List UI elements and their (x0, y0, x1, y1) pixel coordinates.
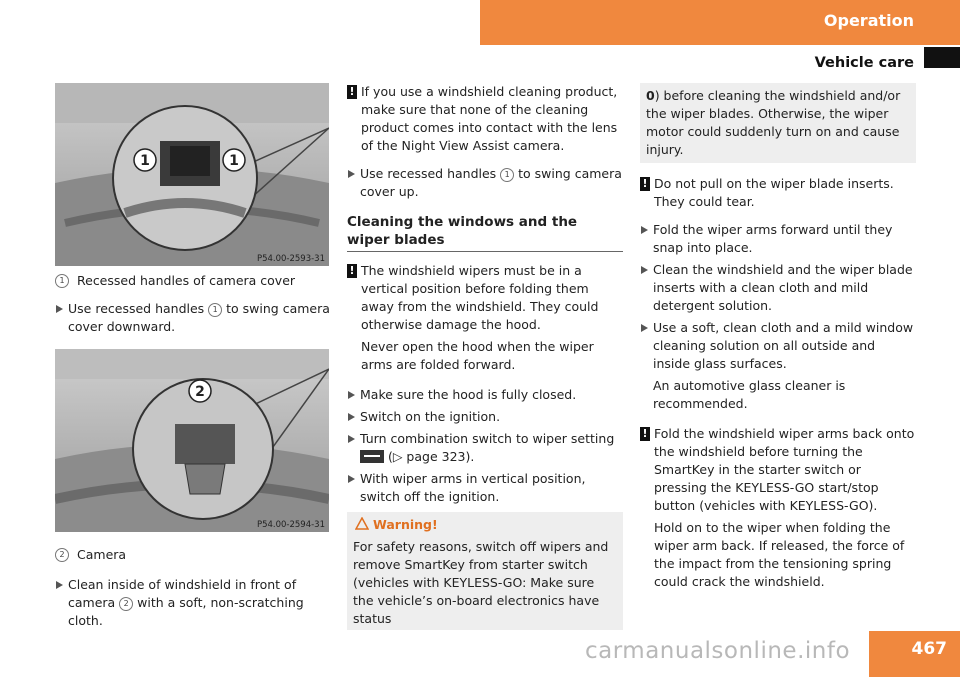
callout-number: 1 (500, 168, 514, 182)
step-clean-inside-windshield (55, 576, 331, 630)
step-hood-closed: Make sure the hood is fully closed. (347, 386, 623, 404)
header-tab-marker (924, 47, 960, 68)
header-section-title: Operation (823, 11, 914, 30)
column-right (640, 83, 916, 591)
watermark: carmanualsonline.info (585, 638, 851, 664)
legend-item-2 (55, 546, 331, 564)
figure2-code: P54.00-2594-31 (256, 520, 325, 530)
step-swing-cover-down (55, 300, 331, 336)
section-heading: Cleaning the windows and the wiper blades (347, 213, 623, 252)
warning-text: ) before cleaning the windshield and/or the wiper blades. Otherwise, the wiper motor could suddenly turn on and cause injury. (646, 88, 901, 157)
page-number: 467 (911, 639, 947, 659)
caution-icon: ! (347, 85, 357, 99)
warning-box (347, 512, 623, 630)
note-text: Hold on to the wiper when folding the wiper arm back. If released, the force of the impact from the tensioning spring could crack the windshield. (654, 520, 905, 589)
figure-camera-cover-illustration (55, 83, 329, 266)
step-ignition-on: Switch on the ignition. (347, 408, 623, 426)
column-left (55, 272, 331, 630)
column-middle (347, 83, 623, 630)
warning-text: For safety reasons, switch off wipers and remove SmartKey from starter switch (vehicles with KEYLESS-GO: Make sure the vehicle’s on-board electronics have status (353, 539, 609, 626)
note-text: Fold the windshield wiper arms back onto the windshield before turning the SmartKey in the starter switch or pressing the KEYLESS-GO start/stop button (vehicles with KEYLESS-GO). (654, 426, 915, 513)
note-cleaning-product (347, 83, 623, 155)
step-text: to swing camera cover downward. (68, 301, 330, 334)
figure1-code: P54.00-2593-31 (256, 254, 325, 264)
step-text: An automotive glass cleaner is recommended. (653, 378, 846, 411)
note-text: Do not pull on the wiper blade inserts. They could tear. (654, 176, 894, 209)
legend-item-1 (55, 272, 331, 290)
callout-number: 2 (119, 597, 133, 611)
legend-text: Camera (77, 547, 127, 562)
step-text: Use recessed handles (68, 301, 209, 316)
step-clean-windshield-blades: Clean the windshield and the wiper blade inserts with a clean cloth and mild detergent solution. (640, 261, 916, 315)
warning-text-continued (646, 87, 910, 159)
figure1-callout-left: 1 (140, 153, 150, 169)
step-combination-switch (347, 430, 623, 466)
warning-title (353, 516, 617, 534)
legend-text: Recessed handles of camera cover (77, 273, 296, 288)
caution-icon: ! (640, 427, 650, 441)
header-subsection-title: Vehicle care (814, 55, 914, 71)
status-value: 0 (646, 88, 655, 103)
note-text: Never open the hood when the wiper arms are folded forward. (361, 339, 594, 372)
step-text: with a soft, non-scratching cloth. (68, 595, 304, 628)
step-swing-cover-up (347, 165, 623, 201)
step-text: Use recessed handles (360, 166, 501, 181)
caution-icon: ! (640, 177, 650, 191)
step-text: Use a soft, clean cloth and a mild window cleaning solution on all outside and inside glass surfaces. (653, 320, 914, 371)
step-text: Turn combination switch to wiper setting (360, 431, 615, 446)
step-ignition-off: With wiper arms in vertical position, switch off the ignition. (347, 470, 623, 506)
warning-box-continued (640, 83, 916, 163)
note-wipers-vertical (347, 262, 623, 374)
callout-number: 1 (55, 274, 69, 288)
figure2-callout: 2 (195, 384, 205, 400)
callout-number: 2 (55, 548, 69, 562)
step-text: Clean inside of windshield in front of camera (68, 577, 297, 610)
step-fold-wipers-forward: Fold the wiper arms forward until they snap into place. (640, 221, 916, 257)
caution-icon: ! (347, 264, 357, 278)
note-text: The windshield wipers must be in a vertical position before folding them away from the windshield. They could otherwise damage the hood. (361, 263, 599, 332)
note-blade-inserts (640, 175, 916, 211)
page-reference-link[interactable]: (▷ page 323). (384, 449, 475, 464)
note-fold-wipers-back (640, 425, 916, 591)
figure1-callout-right: 1 (229, 153, 239, 169)
note-text: If you use a windshield cleaning product, make sure that none of the cleaning product comes into contact with the lens of the Night View Assist camera. (361, 84, 618, 153)
wiper-switch-icon (360, 450, 384, 463)
callout-number: 1 (208, 303, 222, 317)
warning-title-text: Warning! (373, 517, 438, 532)
step-clean-glass-surfaces (640, 319, 916, 413)
figure-camera-cover-handles (55, 83, 329, 266)
warning-triangle-icon (355, 517, 369, 530)
step-text: to swing camera cover up. (360, 166, 622, 199)
